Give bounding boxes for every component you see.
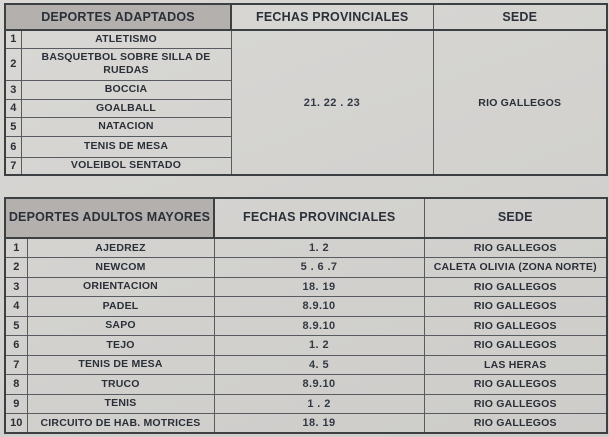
table-row <box>5 375 607 395</box>
row-number: 1 <box>5 238 27 258</box>
row-number: 3 <box>5 80 21 99</box>
fechas-value: 1 . 2 <box>214 394 424 414</box>
row-number: 2 <box>5 258 27 278</box>
sport-name: TENIS <box>27 394 214 414</box>
row-number: 7 <box>5 157 21 175</box>
row-number: 3 <box>5 277 27 297</box>
sede-merged-value: RIO GALLEGOS <box>433 30 607 175</box>
fechas-value: 8.9.10 <box>214 316 424 336</box>
row-number: 10 <box>5 414 27 434</box>
table-row <box>5 316 607 336</box>
table2-col-fechas: FECHAS PROVINCIALES <box>214 198 424 238</box>
row-number: 4 <box>5 99 21 117</box>
row-number: 5 <box>5 117 21 136</box>
sede-value: RIO GALLEGOS <box>424 238 607 258</box>
sede-value: RIO GALLEGOS <box>424 316 607 336</box>
sede-value: RIO GALLEGOS <box>424 336 607 356</box>
fechas-value: 18. 19 <box>214 414 424 434</box>
sede-value: CALETA OLIVIA (ZONA NORTE) <box>424 258 607 278</box>
table-row <box>5 238 607 258</box>
sport-name: CIRCUITO DE HAB. MOTRICES <box>27 414 214 434</box>
row-number: 4 <box>5 297 27 317</box>
sport-name: VOLEIBOL SENTADO <box>21 157 231 175</box>
table1-col-fechas: FECHAS PROVINCIALES <box>231 4 433 30</box>
fechas-value: 1. 2 <box>214 238 424 258</box>
row-number: 8 <box>5 375 27 395</box>
row-number: 9 <box>5 394 27 414</box>
table-row <box>5 277 607 297</box>
row-number: 1 <box>5 30 21 48</box>
row-number: 2 <box>5 48 21 80</box>
sport-name: SAPO <box>27 316 214 336</box>
sede-value: LAS HERAS <box>424 355 607 375</box>
table1-col-sede: SEDE <box>433 4 607 30</box>
row-number: 6 <box>5 136 21 157</box>
sport-name: AJEDREZ <box>27 238 214 258</box>
sede-value: RIO GALLEGOS <box>424 394 607 414</box>
fechas-value: 8.9.10 <box>214 297 424 317</box>
table-row <box>5 258 607 278</box>
table2-title: DEPORTES ADULTOS MAYORES <box>5 198 214 238</box>
sport-name: ORIENTACION <box>27 277 214 297</box>
sport-name: NATACION <box>21 117 231 136</box>
sede-value: RIO GALLEGOS <box>424 375 607 395</box>
table-row <box>5 355 607 375</box>
sport-name: PADEL <box>27 297 214 317</box>
sede-value: RIO GALLEGOS <box>424 277 607 297</box>
row-number: 6 <box>5 336 27 356</box>
fechas-value: 5 . 6 .7 <box>214 258 424 278</box>
sport-name: TENIS DE MESA <box>21 136 231 157</box>
table2-col-sede: SEDE <box>424 198 607 238</box>
sport-name: TEJO <box>27 336 214 356</box>
senior-sports-table <box>4 197 608 434</box>
sport-name: BOCCIA <box>21 80 231 99</box>
sport-name: TRUCO <box>27 375 214 395</box>
sede-value: RIO GALLEGOS <box>424 297 607 317</box>
fechas-value: 1. 2 <box>214 336 424 356</box>
table-header-row <box>5 4 607 30</box>
fechas-value: 18. 19 <box>214 277 424 297</box>
table-header-row <box>5 198 607 238</box>
row-number: 5 <box>5 316 27 336</box>
table1-title: DEPORTES ADAPTADOS <box>5 4 231 30</box>
fechas-value: 4. 5 <box>214 355 424 375</box>
table-row <box>5 30 607 48</box>
table-row <box>5 297 607 317</box>
sport-name: TENIS DE MESA <box>27 355 214 375</box>
table-row <box>5 394 607 414</box>
sport-name: GOALBALL <box>21 99 231 117</box>
table-row <box>5 336 607 356</box>
row-number: 7 <box>5 355 27 375</box>
sport-name: BASQUETBOL SOBRE SILLA DE RUEDAS <box>21 48 231 80</box>
fechas-value: 8.9.10 <box>214 375 424 395</box>
sport-name: NEWCOM <box>27 258 214 278</box>
adapted-sports-table <box>4 3 608 176</box>
table-row <box>5 414 607 434</box>
sport-name: ATLETISMO <box>21 30 231 48</box>
fechas-merged-value: 21. 22 . 23 <box>231 30 433 175</box>
sede-value: RIO GALLEGOS <box>424 414 607 434</box>
